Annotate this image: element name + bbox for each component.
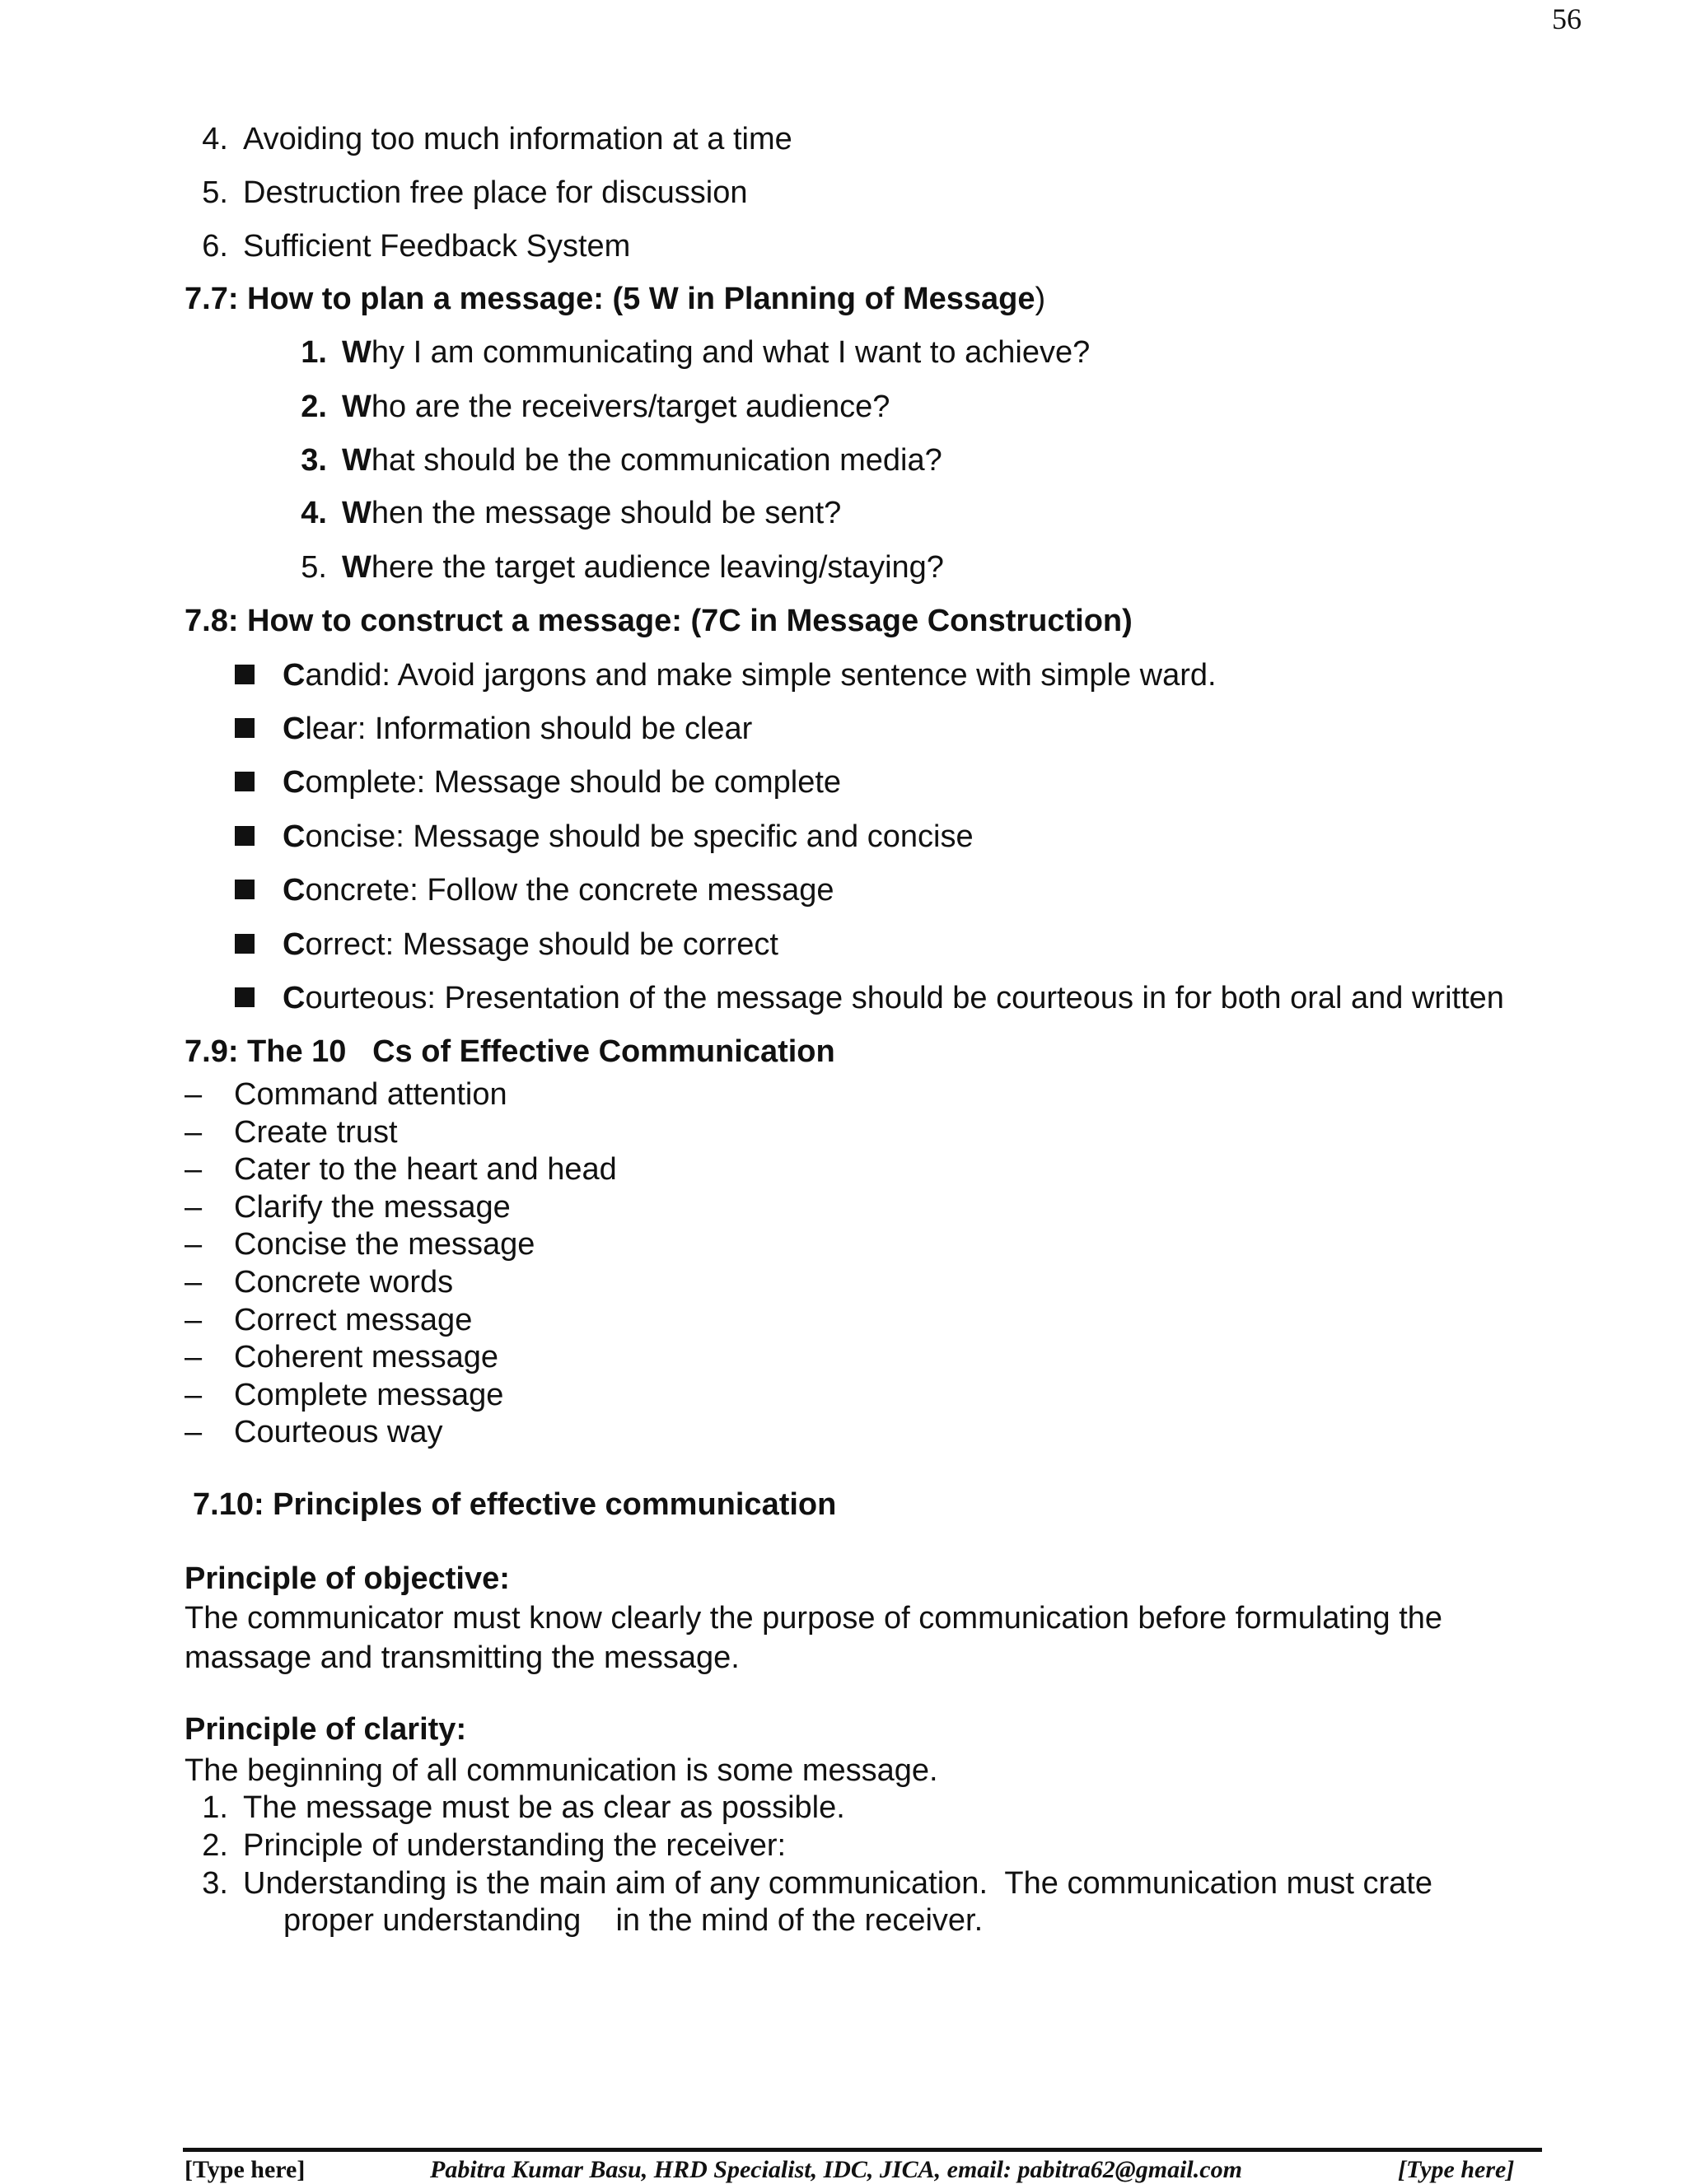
list-text: Sufficient Feedback System [243,229,631,264]
dash-bullet: – [185,1077,203,1112]
paragraph-line: massage and transmitting the message. [185,1640,740,1675]
bullet-item: Complete: Message should be complete [235,763,841,801]
dash-item: – Courteous way [185,1415,443,1449]
paragraph-line: The beginning of all communication is some message. [185,1753,938,1788]
dash-item: – Cater to the heart and head [185,1152,617,1187]
list-item [183,1864,1432,1902]
bullet-text: omplete: Message should be complete [305,765,842,800]
list-number: 5. [301,550,327,585]
list-text: here the target audience leaving/staying? [371,550,944,585]
section-7-10-heading: 7.10: Principles of effective communication [193,1487,837,1522]
dash-item: – Coherent message [185,1340,499,1374]
list-number: 3. [301,443,327,478]
dash-item: – Complete message [185,1378,504,1412]
square-bullet-icon [235,880,255,899]
square-bullet-icon [235,665,255,684]
list-number: 4. [202,122,228,156]
list-number: 2. [202,1828,228,1863]
list-text: hen the message should be sent? [371,496,842,530]
dash-bullet: – [185,1265,203,1300]
list-item [183,174,748,212]
section-7-8-heading: 7.8: How to construct a message: (7C in Message Construction) [185,604,1133,638]
dash-bullet: – [185,1115,203,1150]
footer-center: Pabitra Kumar Basu, HRD Specialist, IDC, JICA, email: pabitra62@gmail.com [430,2156,1242,2183]
bullet-text: ourteous: Presentation of the message should be courteous in for both oral and written [305,981,1504,1015]
list-text: ho are the receivers/target audience? [371,390,890,424]
square-bullet-icon [235,934,255,954]
bullet-text: orrect: Message should be correct [305,927,778,962]
footer-rule [183,2148,1542,2152]
dash-bullet: – [185,1190,203,1225]
bullet-item: Correct: Message should be correct [235,926,778,964]
bullet-text: andid: Avoid jargons and make simple sentence with simple ward. [305,658,1217,693]
list-item: 4. When the message should be sent? [282,494,841,532]
bullet-item: Courteous: Presentation of the message should be courteous in for both oral and written [235,979,1504,1017]
dash-bullet: – [185,1378,203,1412]
list-item [183,227,630,265]
square-bullet-icon [235,826,255,846]
principle-clarity-heading: Principle of clarity: [185,1712,467,1747]
list-item: 2. Who are the receivers/target audience? [282,388,890,426]
page-number: 56 [1552,2,1582,35]
list-text: hy I am communicating and what I want to achieve? [371,335,1091,370]
bullet-item: Concise: Message should be specific and concise [235,818,974,856]
dash-item: – Create trust [185,1115,398,1150]
list-item [183,1789,845,1827]
bullet-text: oncrete: Follow the concrete message [305,873,834,908]
footer-right: [Type here] [1398,2156,1515,2183]
list-number: 1. [202,1790,228,1825]
square-bullet-icon [235,718,255,738]
dash-bullet: – [185,1415,203,1449]
square-bullet-icon [235,772,255,791]
bullet-text: lear: Information should be clear [305,712,753,746]
bullet-item: Candid: Avoid jargons and make simple sentence with simple ward. [235,656,1217,694]
list-number: 1. [301,335,327,370]
bullet-text: oncise: Message should be specific and concise [305,819,974,854]
list-number: 2. [301,390,327,424]
dash-item: – Correct message [185,1303,473,1337]
list-item-continuation: proper understanding in the mind of the receiver. [283,1903,984,1938]
list-item [183,120,792,158]
list-text: Destruction free place for discussion [243,175,748,210]
list-number: 6. [202,229,228,264]
section-7-7-heading: 7.7: How to plan a message: (5 W in Planning of Message) [185,282,1046,316]
list-text: hat should be the communication media? [371,443,942,478]
dash-item: – Concrete words [185,1265,454,1300]
paragraph-line: The communicator must know clearly the purpose of communication before formulating the [185,1601,1443,1636]
square-bullet-icon [235,987,255,1007]
dash-item: – Concise the message [185,1227,535,1262]
list-item: 5. Where the target audience leaving/staying? [282,548,944,586]
dash-bullet: – [185,1152,203,1187]
list-text: Understanding is the main aim of any communication. The communication must crate [243,1866,1432,1901]
list-number: 4. [301,496,327,530]
list-item: 1. Why I am communicating and what I want to achieve? [282,334,1090,371]
list-item: 3. What should be the communication media? [282,441,942,479]
principle-objective-heading: Principle of objective: [185,1561,510,1596]
list-text: Avoiding too much information at a time [243,122,792,156]
dash-bullet: – [185,1303,203,1337]
list-number: 5. [202,175,228,210]
dash-bullet: – [185,1340,203,1374]
list-text: The message must be as clear as possible. [243,1790,845,1825]
dash-item: – Clarify the message [185,1190,511,1225]
section-7-9-heading: 7.9: The 10 Cs of Effective Communication [185,1034,835,1069]
list-number: 3. [202,1866,228,1901]
bullet-item: Clear: Information should be clear [235,710,752,748]
bullet-item: Concrete: Follow the concrete message [235,871,834,909]
list-text: Principle of understanding the receiver: [243,1828,787,1863]
dash-bullet: – [185,1227,203,1262]
footer-left: [Type here] [185,2156,306,2183]
list-item [183,1827,786,1864]
dash-item: – Command attention [185,1077,507,1112]
